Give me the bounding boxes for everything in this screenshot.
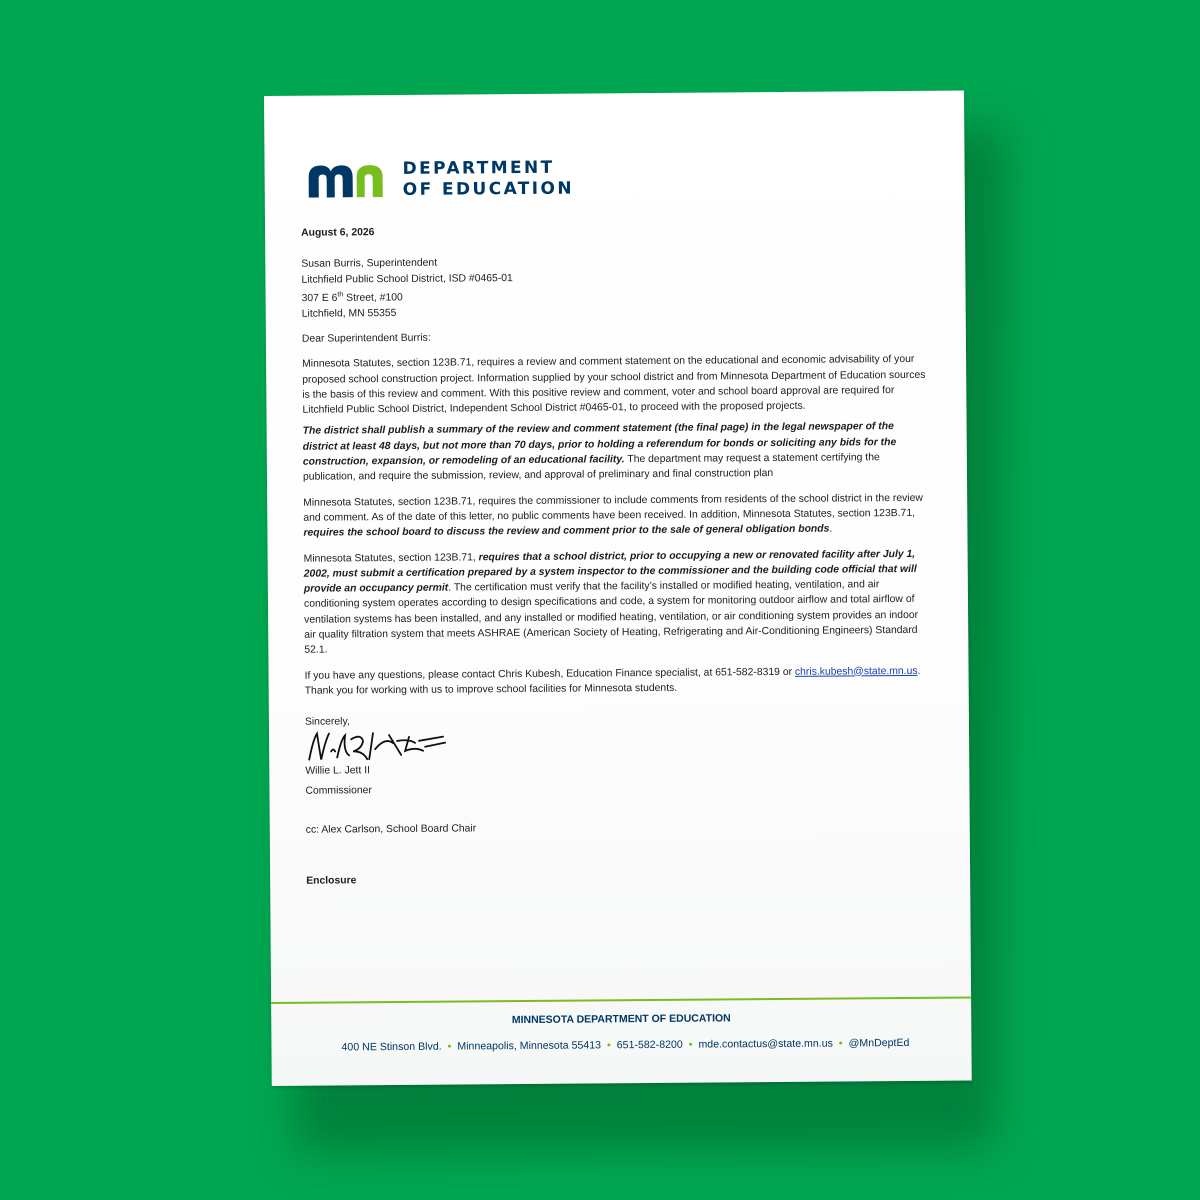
paragraph-3-text: Minnesota Statutes, section 123B.71, requires the commissioner to include comments from residents of the school district in the review and comment. As of the date of this letter, no public comments have been received. In addition, Minnesota Statutes, section 123B.71,: [303, 492, 923, 524]
cc-line: cc: Alex Carlson, School Board Chair: [305, 823, 477, 836]
recipient-line-4: Litchfield, MN 55355: [301, 307, 397, 320]
paragraph-4-text: Minnesota Statutes, section 123B.71,: [303, 551, 479, 565]
paragraph-5: [304, 663, 932, 699]
paragraph-4: [304, 546, 933, 658]
signature-image: [305, 729, 455, 766]
signer-name: Willie L. Jett II: [305, 765, 371, 778]
paragraph-3-emphasis: requires the school board to discuss the review and comment prior to the sale of general obligation bonds: [303, 523, 830, 539]
footer-contact: [309, 1037, 941, 1054]
paragraph-5-text: If you have any questions, please contact Chris Kubesh, Education Finance specialist, at 651-582-8319 or: [304, 666, 795, 682]
paragraph-1: Minnesota Statutes, section 123B.71, requires a review and comment statement on the educational and economic advisability of your proposed school construction project. Information supplied by your school district and from Minnesota Department of Education sources is the basis of this review and comment. With this positive review and comment, voter and school board approval are required for Litchfield Public School District, Independent School District #0465-01, to proceed with the proposed projects.: [302, 354, 926, 416]
separator-2: •: [606, 1039, 611, 1052]
email-link[interactable]: chris.kubesh@state.mn.us: [794, 665, 918, 678]
salutation: Dear Superintendent Burris:: [301, 332, 431, 345]
mde-logo: [307, 158, 575, 202]
street-number: 307 E 6: [301, 292, 338, 305]
letter-page: [264, 91, 972, 1086]
letter-date: August 6, 2026: [301, 227, 375, 239]
closing: Sincerely,: [304, 716, 350, 728]
paragraph-2: [303, 419, 931, 485]
separator-1: •: [447, 1040, 452, 1053]
recipient-line-2: Litchfield Public School District, ISD #0465-01: [301, 272, 513, 286]
letter-body: [301, 221, 934, 900]
recipient-line-1: Susan Burris, Superintendent: [301, 257, 438, 271]
paragraph-2-emphasis: The district shall publish a summary of the review and comment statement (the final page) in the legal newspaper of the district at least 48 days, but not more than 70 days, prior to holding a referendum for bonds or soliciting any bids for the construction, expansion, or remodeling of an educational facility.: [302, 421, 897, 468]
logo-line-1: DEPARTMENT: [402, 157, 555, 179]
separator-3: •: [688, 1038, 693, 1051]
footer-phone: 651-582-8200: [616, 1038, 683, 1052]
mn-logo-icon: [307, 163, 391, 198]
logo-wordmark: [402, 158, 574, 201]
paragraph-4-rest: . The certification must verify that the facility’s installed or modified heating, ventilation, and air conditioning system operates according to design specifications and code, a system for monitoring outdoor airflow and total airflow of ventilation systems has been installed, and any installed or modified heating, ventilation, or air conditioning system provides an indoor air quality filtration system that meets ASHRAE (American Society of Heating, Refrigerating and Air-Conditioning Engineers) Standard 52.1.: [303, 579, 919, 656]
paragraph-5-end: . Thank you for working with us to improve school facilities for Minnesota students.: [304, 665, 921, 697]
paragraph-3: [303, 490, 931, 541]
logo-line-2: OF EDUCATION: [402, 178, 575, 200]
street-rest: Street, #100: [343, 292, 403, 304]
paragraph-2-rest: The department may request a statement certifying the publication, and require the submission, review, and approval of preliminary and final construction plan: [302, 452, 880, 484]
separator-4: •: [838, 1037, 843, 1050]
footer-social: @MnDeptEd: [848, 1036, 910, 1050]
signer-title: Commissioner: [305, 784, 372, 797]
paragraph-4-emphasis: requires that a school district, prior to occupying a new or renovated facility after July 1, 2002, must submit a certification prepared by a system inspector to the commissioner and the building code official that will provide an occupancy permit: [303, 548, 917, 595]
enclosure: Enclosure: [306, 875, 357, 888]
paragraph-3-end: .: [829, 523, 833, 535]
footer-city: Minneapolis, Minnesota 55413: [457, 1039, 602, 1053]
recipient-address: [301, 252, 929, 322]
footer-address: 400 NE Stinson Blvd.: [341, 1040, 442, 1054]
footer-email: mde.contactus@state.mn.us: [698, 1037, 833, 1051]
street-suffix: th: [337, 291, 344, 299]
footer-title: MINNESOTA DEPARTMENT OF EDUCATION: [511, 1012, 731, 1027]
footer-divider: [271, 996, 971, 1003]
